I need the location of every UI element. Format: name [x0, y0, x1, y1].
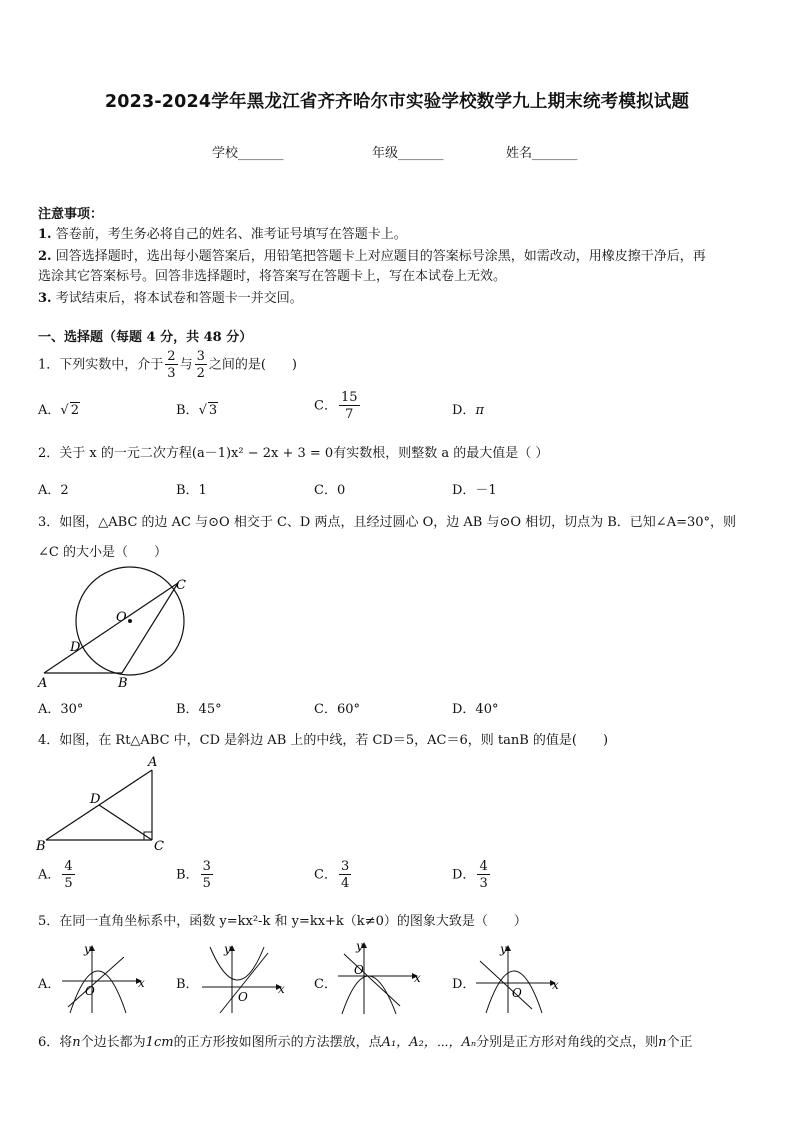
q5-option-a-label[interactable]: A． [38, 977, 61, 992]
q1-option-a[interactable]: A．√ 2 [38, 403, 79, 418]
label-c: C [176, 578, 186, 593]
svg-text:x: x [138, 976, 145, 990]
label-b: B [118, 676, 128, 691]
label-a: A [38, 676, 48, 691]
grade-blank: _______ [398, 146, 444, 161]
q3-option-d[interactable]: D．40° [452, 702, 499, 717]
svg-text:x: x [278, 982, 285, 996]
label-o: O [116, 610, 127, 625]
q5-option-b-label[interactable]: B． [176, 977, 199, 992]
label-a: A [148, 755, 158, 770]
notice-item-1 [38, 223, 407, 242]
svg-text:O: O [238, 990, 248, 1004]
q1-text-post: 之间的是( ) [208, 357, 298, 373]
label-d: D [70, 640, 81, 655]
q4-option-c[interactable]: C． $\frac{3}{4}$ [314, 859, 350, 891]
q2-option-a[interactable]: A．2 [38, 483, 69, 498]
notice-item-2-cont [38, 265, 506, 284]
q4-option-b[interactable]: B． $\frac{3}{5}$ [176, 859, 211, 891]
label-c: C [154, 839, 164, 854]
page-title: 2023-2024学年黑龙江省齐齐哈尔市实验学校数学九上期末统考模拟试题 [104, 92, 690, 112]
notice-text: 选涂其它答案标号。回答非选择题时，将答案写在答题卡上，写在本试卷上无效。 [38, 269, 507, 284]
name-field[interactable] [506, 142, 578, 161]
notice-num: 2. [38, 249, 52, 264]
question-3-line1: 3．如图，△ABC 的边 AC 与⊙O 相交于 C、D 两点，且经过圆心 O，边 AB 与⊙O 相切，切点为 B．已知∠A=30°，则 [38, 515, 737, 530]
svg-text:O: O [85, 984, 95, 998]
q4-triangle-figure [30, 752, 180, 856]
q3-circle-figure [30, 565, 200, 693]
name-label: 姓名 [506, 146, 533, 161]
label-d: D [90, 792, 101, 807]
notice-text: 回答选择题时，选出每小题答案后，用铅笔把答题卡上对应题目的答案标号涂黑，如需改动，用橡皮擦干净后，再 [55, 249, 706, 264]
q3-option-c[interactable]: C．60° [314, 702, 360, 717]
school-field[interactable] [212, 142, 284, 161]
q2-option-b[interactable]: B．1 [176, 483, 207, 498]
q1-option-c[interactable]: C． $\frac{15}{7}$ [314, 390, 358, 422]
notice-text: 考试结束后，将本试卷和答题卡一并交回。 [55, 291, 303, 306]
svg-text:O: O [512, 986, 522, 1000]
label-b: B [36, 839, 46, 854]
notice-item-2 [38, 245, 706, 264]
q5-option-d-label[interactable]: D． [452, 977, 476, 992]
name-blank: _______ [532, 146, 578, 161]
section-heading: 一、选择题（每题 4 分，共 48 分） [38, 330, 253, 345]
question-2: 2．关于 x 的一元二次方程(a－1)x² − 2x + 3 = 0有实数根，则整数 a 的最大值是（ ） [38, 446, 549, 461]
q5-option-c-graph[interactable] [334, 940, 426, 1016]
fraction: $\frac{2}{3}$ [167, 349, 176, 381]
equation: (a－1)x² − 2x + 3 = 0 [191, 446, 334, 461]
question-6: 6．将n个边长都为1cm的正方形按如图所示的方法摆放，点A₁，A₂，⋯，Aₙ分别是正方形对角线的交点，则n个正 [38, 1035, 693, 1050]
svg-text:x: x [414, 971, 421, 985]
grade-label: 年级 [372, 146, 399, 161]
question-1 [38, 350, 297, 380]
q1-option-d[interactable]: D．π [452, 403, 484, 418]
notice-item-3 [38, 287, 303, 306]
notice-heading: 注意事项： [38, 207, 104, 222]
svg-text:x: x [552, 978, 559, 992]
q2-option-c[interactable]: C．0 [314, 483, 346, 498]
q3-option-b[interactable]: B．45° [176, 702, 222, 717]
q1-text-mid: 与 [179, 357, 193, 373]
fraction: $\frac{3}{2}$ [196, 349, 205, 381]
q5-option-a-graph[interactable] [58, 943, 150, 1015]
q1-option-b[interactable]: B．√ 3 [176, 403, 218, 418]
question-4: 4．如图，在 Rt△ABC 中，CD 是斜边 AB 上的中线，若 CD＝5，AC＝6，则 tanB 的值是( ) [38, 733, 609, 748]
grade-field[interactable] [372, 142, 444, 161]
notice-text: 答卷前，考生务必将自己的姓名、准考证号填写在答题卡上。 [55, 227, 407, 242]
school-blank: _______ [238, 146, 284, 161]
svg-text:y: y [224, 943, 231, 956]
q5-option-b-graph[interactable] [198, 943, 290, 1015]
svg-text:y: y [500, 943, 507, 956]
question-3-line2: ∠C 的大小是（ ） [38, 545, 167, 560]
q1-text-pre: 1．下列实数中，介于 [38, 357, 164, 373]
school-label: 学校 [212, 146, 239, 161]
notice-num: 3. [38, 291, 52, 306]
q3-option-a[interactable]: A．30° [38, 702, 84, 717]
fraction: $\frac{15}{7}$ [340, 390, 358, 422]
q5-option-c-label[interactable]: C． [314, 977, 337, 992]
q4-option-a[interactable]: A． $\frac{4}{5}$ [38, 859, 73, 891]
question-5: 5．在同一直角坐标系中，函数 y=kx²-k 和 y=kx+k（k≠0）的图象大致是（ ） [38, 914, 527, 929]
q4-option-d[interactable]: D． $\frac{4}{3}$ [452, 859, 488, 891]
q5-option-d-graph[interactable] [472, 943, 564, 1015]
q2-option-d[interactable]: D．－1 [452, 483, 497, 498]
svg-text:y: y [356, 940, 363, 953]
svg-text:O: O [354, 963, 364, 977]
svg-text:y: y [84, 943, 91, 956]
notice-num: 1. [38, 227, 52, 242]
